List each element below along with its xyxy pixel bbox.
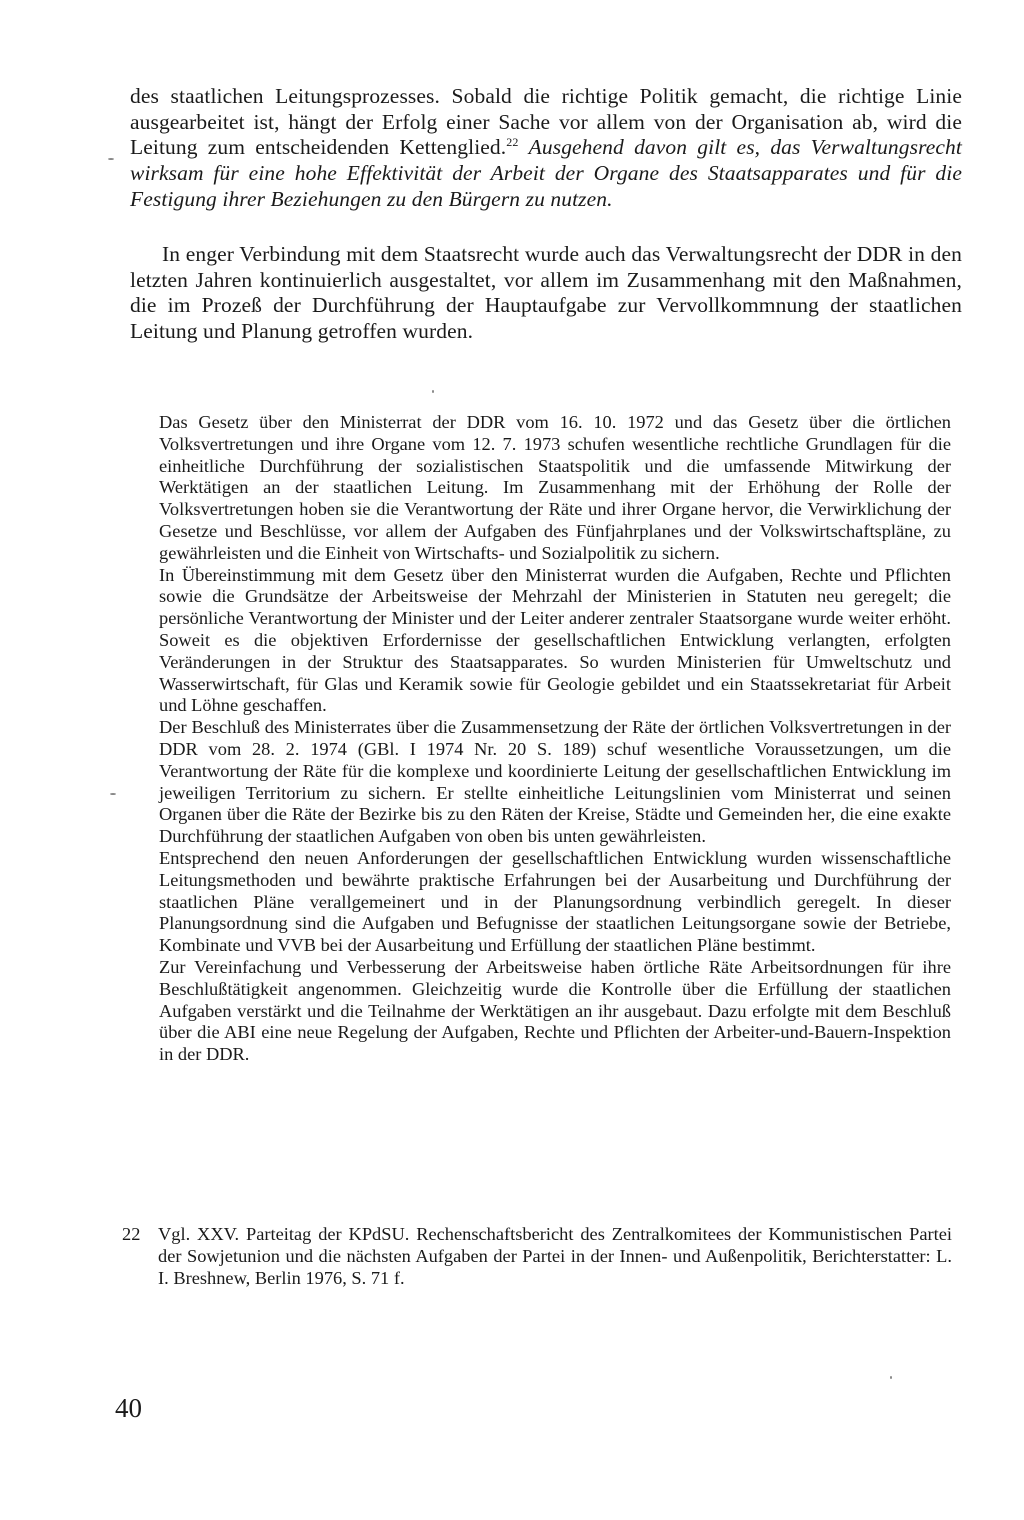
scan-speck: [432, 390, 434, 393]
block-paragraph-2: In Übereinstimmung mit dem Gesetz über den Ministerrat wurden die Aufgaben, Rechte und Pflichten sowie die Grundsätze der Arbeitsweise der Mehrzahl der Ministerien in Statuten neu geregelt; die persönliche Verantwortung der Minister und der Leiter anderer zentraler Staatsorgane wurde weiter erhöht. Soweit es die objektiven Erfordernisse der gesellschaftlichen Entwicklung verlangten, erfolgten Veränderungen in der Struktur des Staatsapparates. So wurden Ministerien für Umweltschutz und Wasserwirtschaft, für Glas und Keramik sowie für Geologie gebildet und ein Staatssekretariat für Arbeit und Löhne geschaffen.: [159, 564, 951, 716]
main-paragraph-1: [130, 84, 962, 213]
main-paragraph-2: In enger Verbindung mit dem Staatsrecht wurde auch das Verwaltungsrecht der DDR in den letzten Jahren kontinuierlich ausgestaltet, vor allem im Zusammenhang mit den Maßnahmen, die im Prozeß der Durchführung der Hauptaufgabe zur Vervollkommnung der staatlichen Leitung und Planung getroffen wurden.: [130, 242, 962, 344]
block-paragraph-3: Der Beschluß des Ministerrates über die Zusammensetzung der Räte der örtlichen Volksvertretungen in der DDR vom 28. 2. 1974 (GBl. I 1974 Nr. 20 S. 189) schuf wesentliche Voraussetzungen, um die Verantwortung der Räte für die komplexe und koordinierte Leitung der gesellschaftlichen Entwicklung im jeweiligen Territorium zu sichern. Er stellte einheitliche Leitungslinien vom Ministerrat und seinen Organen über die Räte der Bezirke bis zu den Räten der Kreise, Städte und Gemeinden her, die eine exakte Durchführung der staatlichen Aufgaben von oben bis unten gewährleisten.: [159, 717, 951, 847]
block-paragraph-5: Zur Vereinfachung und Verbesserung der Arbeitsweise haben örtliche Räte Arbeitsordnungen für ihre Beschlußtätigkeit angenommen. Gleichzeitig wurde die Kontrolle über die Erfüllung der staatlichen Aufgaben verstärkt und die Teilnahme der Werktätigen an ihr ausgebaut. Dazu erfolgte mit dem Beschluß über die ABI eine neue Regelung der Aufgaben, Rechte und Pflichten der Arbeiter-und-Bauern-Inspektion in der DDR.: [159, 956, 951, 1065]
scan-speck: [890, 1376, 892, 1379]
spacer-text: [518, 135, 528, 159]
page-number: 40: [115, 1393, 142, 1423]
footnote-reference: 22: [506, 135, 519, 150]
main-paragraph-1-text: des staatlichen Leitungsprozesses. Sobald die richtige Politik gemacht, die richtige Linie ausgearbeitet ist, hängt der Erfolg einer Sache vor allem von der Organisation ab, wird die Leitung zum entscheidenden Kettenglied.: [130, 84, 962, 160]
footnote-text: Vgl. XXV. Parteitag der KPdSU. Rechenschaftsbericht des Zentralkomitees der Kommunistischen Partei der Sowjetunion und die nächsten Aufgaben der Partei in der Innen- und Außenpolitik, Berichterstatter: L. I. Breshnew, Berlin 1976, S. 71 f.: [158, 1224, 952, 1288]
block-paragraph-1: Das Gesetz über den Ministerrat der DDR vom 16. 10. 1972 und das Gesetz über die örtlichen Volksvertretungen und ihre Organe vom 12. 7. 1973 schufen wesentliche rechtliche Grundlagen für die einheitliche Durchführung der sozialistischen Staatspolitik und die umfassende Mitwirkung der Werktätigen an der staatlichen Leitung. Im Zusammenhang mit der Erhöhung der Rolle der Volksvertretungen hoben sie die Verantwortung der Räte und ihrer Organe hervor, die Verwirklichung der Gesetze und Beschlüsse, vor allem der Aufgaben des Fünfjahrplanes und der Volkswirtschaftspläne, zu gewährleisten und die Einheit von Wirtschafts- und Sozialpolitik zu sichern.: [159, 412, 951, 563]
main-paragraph-1-emphasis: Ausgehend davon gilt es, das Verwaltungsrecht wirksam für eine hohe Effektivität der Arbeit der Organe des Staatsapparates und für die Festigung ihrer Beziehungen zu den Bürgern zu nutzen.: [130, 135, 962, 211]
block-paragraph-4: Entsprechend den neuen Anforderungen der gesellschaftlichen Entwicklung wurden wissenschaftliche Leitungsmethoden und bewährte praktische Erfahrungen bei der Ausarbeitung und Durchführung der staatlichen Pläne verallgemeinert und in der Planungsordnung verbindlich geregelt. In dieser Planungsordnung sind die Aufgaben und Befugnisse der staatlichen Leitungsorgane sowie der Betriebe, Kombinate und VVB bei der Ausarbeitung und Erfüllung der staatlichen Pläne bestimmt.: [159, 847, 951, 956]
footnote-number: 22: [122, 1224, 141, 1244]
scan-speck: [110, 793, 116, 795]
scan-speck: [108, 158, 114, 160]
small-print-block: [159, 412, 951, 1066]
